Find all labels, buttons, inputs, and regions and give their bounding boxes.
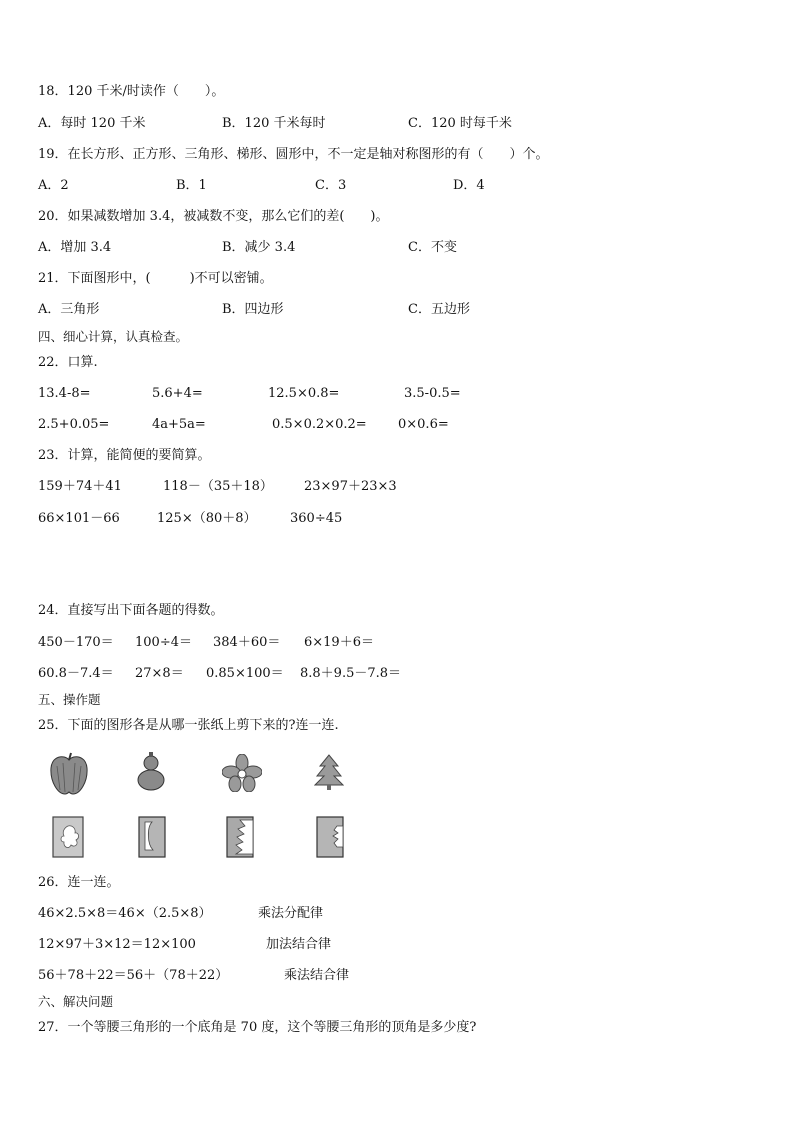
q24-item-1: 450－170＝ — [38, 635, 114, 650]
q22-item-7: 0.5×0.2×0.2= — [272, 417, 367, 432]
q22-item-4: 3.5-0.5= — [404, 386, 461, 401]
q23-item-1: 159＋74＋41 — [38, 479, 122, 494]
q22-item-1: 13.4-8= — [38, 386, 91, 401]
q21-option-b: B．四边形 — [222, 302, 284, 317]
paper-sheet-2-icon — [138, 816, 166, 858]
q18-stem: 18．120 千米/时读作（ ）。 — [38, 84, 225, 99]
q22-item-8: 0×0.6= — [398, 417, 449, 432]
q26-left-2: 12×97＋3×12＝12×100 — [38, 937, 196, 952]
q20-option-a: A．增加 3.4 — [38, 240, 112, 255]
tree-shape-icon — [314, 754, 344, 790]
q19-option-c: C．3 — [315, 178, 347, 193]
section-5-heading: 五、操作题 — [38, 692, 101, 707]
q19-option-b: B．1 — [176, 178, 207, 193]
q22-item-3: 12.5×0.8= — [268, 386, 340, 401]
q23-item-6: 360÷45 — [290, 511, 343, 526]
q24-item-3: 384＋60＝ — [213, 635, 281, 650]
gourd-shape-icon — [134, 752, 168, 792]
q22-item-6: 4a+5a= — [152, 417, 206, 432]
q23-stem: 23．计算，能简便的要简算。 — [38, 448, 211, 463]
q20-option-b: B．减少 3.4 — [222, 240, 296, 255]
q19-option-d: D．4 — [453, 178, 485, 193]
q25-stem: 25．下面的图形各是从哪一张纸上剪下来的?连一连. — [38, 718, 339, 733]
q26-left-3: 56＋78＋22＝56＋（78＋22） — [38, 968, 229, 983]
q20-option-c: C．不变 — [408, 240, 457, 255]
q21-option-c: C．五边形 — [408, 302, 470, 317]
q20-stem: 20．如果减数增加 3.4，被减数不变，那么它们的差( )。 — [38, 209, 389, 224]
q27-stem: 27．一个等腰三角形的一个底角是 70 度，这个等腰三角形的顶角是多少度? — [38, 1020, 477, 1035]
q19-option-a: A．2 — [38, 178, 69, 193]
q23-item-4: 66×101－66 — [38, 511, 120, 526]
q26-left-1: 46×2.5×8＝46×（2.5×8） — [38, 906, 212, 921]
q24-item-8: 8.8＋9.5－7.8＝ — [300, 666, 402, 681]
q23-item-3: 23×97＋23×3 — [304, 479, 397, 494]
q26-right-2: 加法结合律 — [266, 937, 332, 952]
paper-sheet-3-icon — [226, 816, 254, 858]
flower-shape-icon — [222, 754, 262, 792]
q26-right-3: 乘法结合律 — [284, 968, 350, 983]
q19-stem: 19．在长方形、正方形、三角形、梯形、圆形中，不一定是轴对称图形的有（ ）个。 — [38, 147, 549, 162]
paper-sheet-1-icon — [52, 816, 84, 858]
q18-option-b: B．120 千米每时 — [222, 116, 326, 131]
q23-item-2: 118－（35＋18） — [163, 479, 273, 494]
q22-item-5: 2.5+0.05= — [38, 417, 110, 432]
q24-stem: 24．直接写出下面各题的得数。 — [38, 603, 224, 618]
q26-right-1: 乘法分配律 — [258, 906, 324, 921]
paper-sheet-4-icon — [316, 816, 344, 858]
apple-shape-icon — [48, 752, 90, 796]
section-6-heading: 六、解决问题 — [38, 994, 114, 1009]
q24-item-4: 6×19＋6＝ — [304, 635, 374, 650]
q23-item-5: 125×（80＋8） — [157, 511, 257, 526]
q24-item-5: 60.8－7.4＝ — [38, 666, 114, 681]
q22-stem: 22．口算. — [38, 355, 98, 370]
q21-option-a: A．三角形 — [38, 302, 100, 317]
q26-stem: 26．连一连。 — [38, 875, 120, 890]
section-4-heading: 四、细心计算，认真检查。 — [38, 329, 189, 344]
q18-option-a: A．每时 120 千米 — [38, 116, 146, 131]
q22-item-2: 5.6+4= — [152, 386, 203, 401]
q24-item-6: 27×8＝ — [135, 666, 184, 681]
q18-option-c: C．120 时每千米 — [408, 116, 512, 131]
q24-item-7: 0.85×100＝ — [206, 666, 284, 681]
q21-stem: 21．下面图形中，( )不可以密铺。 — [38, 271, 273, 286]
q24-item-2: 100÷4＝ — [135, 635, 192, 650]
